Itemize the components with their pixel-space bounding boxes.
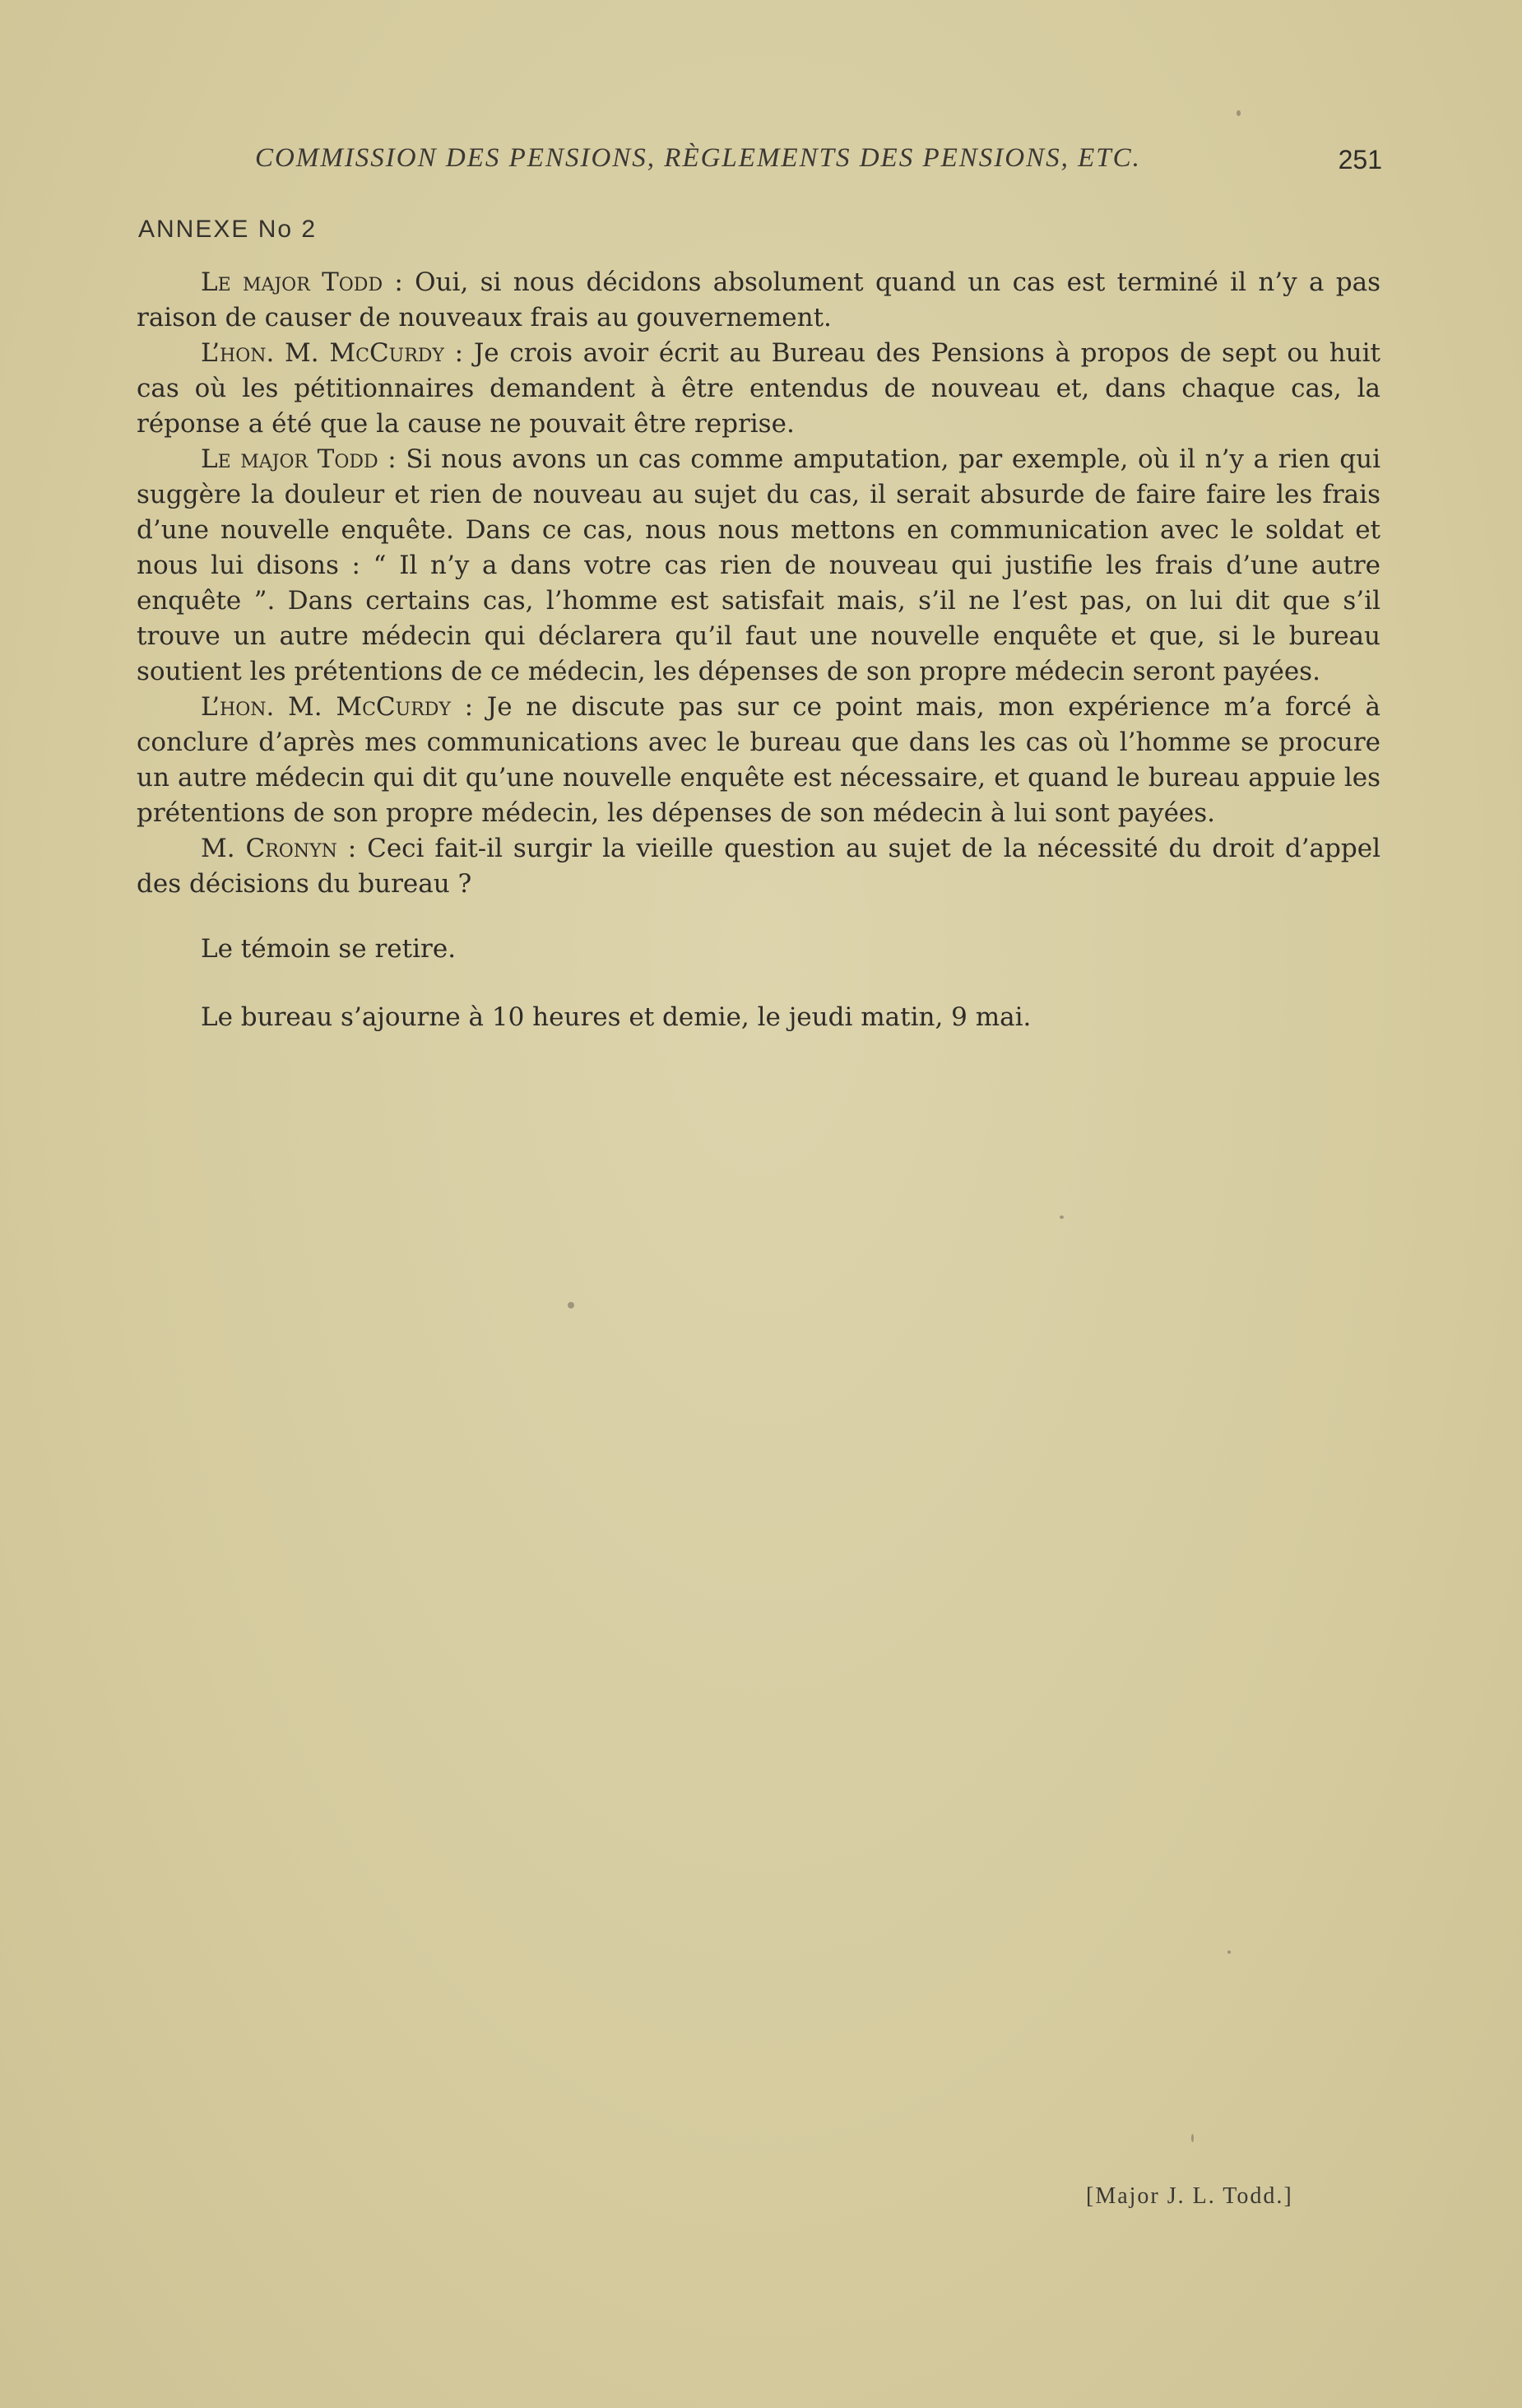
speaker-name: L’hon. M. McCurdy :: [201, 692, 474, 722]
paragraph: [137, 336, 1380, 442]
adjournment-line: Le bureau s’ajourne à 10 heures et demie, le jeudi matin, 9 mai.: [201, 1002, 1032, 1032]
paragraph: [137, 831, 1380, 902]
paper-speck: [568, 1302, 574, 1309]
speaker-name: L’hon. M. McCurdy :: [201, 338, 464, 368]
running-header: [255, 143, 1382, 184]
witness-withdraws-line: Le témoin se retire.: [201, 934, 457, 964]
paper-speck: [1237, 110, 1241, 116]
body-text: [137, 265, 1380, 1035]
paragraph: [137, 442, 1380, 690]
speaker-name: M. Cronyn :: [201, 834, 357, 863]
paragraph-text: Ceci fait-il surgir la vieille question au sujet de la nécessité du droit d’appel des décisions du bureau ?: [137, 834, 1380, 899]
paper-speck: [1191, 2134, 1194, 2142]
paragraph-text: Oui, si nous décidons absolument quand un cas est terminé il n’y a pas raison de causer de nouveaux frais au gouvernement.: [137, 267, 1381, 332]
paragraph-text: Je crois avoir écrit au Bureau des Pensions à propos de sept ou huit cas où les pétitionnaires demandent à être entendus de nouveau et, dans chaque cas, la réponse a été que la cause ne pouvait être reprise.: [137, 338, 1380, 439]
paragraph: [137, 690, 1380, 831]
speaker-name: Le major Todd :: [201, 267, 403, 297]
paragraph-text: Si nous avons un cas comme amputation, par exemple, où il n’y a rien qui suggère la douleur et rien de nouveau au sujet du cas, il serait absurde de faire faire les frais d’une nouvelle enquête. Dans ce cas, nous nous mettons en communication avec le soldat et nous lui disons : “ Il n’y a dans votre cas rien de nouveau qui justifie les frais d’une autre enquête ”. Dans certains cas, l’homme est satisfait mais, s’il ne l’est pas, on lui dit que s’il trouve un autre médecin qui déclarera qu’il faut une nouvelle enquête et que, si le bureau soutient les prétentions de ce médecin, les dépenses de son propre médecin seront payées.: [137, 444, 1380, 686]
paragraph-text: Je ne discute pas sur ce point mais, mon expérience m’a forcé à conclure d’après mes communications avec le bureau que dans les cas où l’homme se procure un autre médecin qui dit qu’une nouvelle enquête est nécessaire, et quand le bureau appuie les prétentions de son propre médecin, les dépenses de son médecin à lui sont payées.: [137, 692, 1380, 828]
paper-speck: [1060, 1216, 1064, 1219]
annex-label: ANNEXE No 2: [138, 216, 318, 243]
speaker-name: Le major Todd :: [201, 444, 397, 474]
footer-witness-name: [Major J. L. Todd.]: [1086, 2183, 1293, 2209]
running-title: COMMISSION DES PENSIONS, RÈGLEMENTS DES PENSIONS, ETC.: [255, 143, 1141, 173]
page-number: 251: [1338, 145, 1382, 174]
paper-speck: [1227, 1950, 1231, 1954]
paragraph: [137, 265, 1380, 336]
